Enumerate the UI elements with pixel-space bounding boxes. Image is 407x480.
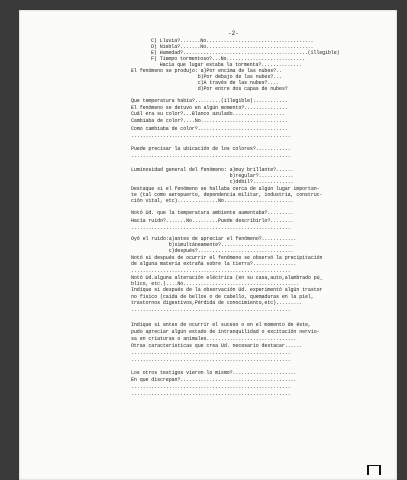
question-line: sa en criaturas o animales............................... bbox=[131, 336, 297, 342]
question-line: Hacía ruido?.......No.........Puede describirlo?........ bbox=[131, 218, 294, 224]
question-line: Destaque si el fenómeno se hallaba cerca de algún lugar importan- bbox=[131, 186, 320, 192]
question-line: blico, etc.)....No........................................ bbox=[131, 281, 300, 287]
question-line: Otras características que crea Ud. necesario destacar...... bbox=[131, 343, 303, 349]
question-line: El fenómeno se produjo: a)Por encima de las nubes?.. bbox=[131, 68, 282, 74]
question-line: ....................................................... bbox=[131, 268, 291, 274]
question-line: F) Tiempo tormentoso?...No........................... bbox=[151, 56, 305, 62]
question-line: ....................................................... bbox=[131, 225, 291, 231]
question-line: Cambiaba de color?....No.............................. bbox=[131, 118, 288, 124]
question-line: c)después?................................. bbox=[131, 248, 294, 254]
question-line: Que temperatura había?.........(illegible)............ bbox=[131, 98, 288, 104]
question-line: Indique si antes de ocurrir el suceso o en el momento de éste, bbox=[131, 322, 311, 328]
question-line: Como cambiaba de color?............................... bbox=[131, 126, 288, 132]
question-line: ....................................................... bbox=[131, 391, 291, 397]
question-line: Notó Ud. que la temperatura ambiente aumentaba?......... bbox=[131, 210, 294, 216]
question-line: Notó Ud.alguna alteración eléctrica (en su casa,auto,alumbrado pú_ bbox=[131, 275, 323, 281]
question-line: ....................................................... bbox=[131, 350, 291, 356]
question-line: El fenómeno se detuvo en algún momento?............... bbox=[131, 105, 288, 111]
question-line: b)simultáneamente?......................... bbox=[131, 242, 294, 248]
question-line: no físico (caída de bellos o de cabello, quemaduras en la piel, bbox=[131, 294, 314, 300]
question-line: Oyó el ruido:a)antes de apreciar el fenómeno?............ bbox=[131, 236, 297, 242]
question-line: ....................................................... bbox=[131, 307, 291, 313]
question-line: Hacia que lugar estaba la tormenta?.............. bbox=[151, 62, 302, 68]
question-line: En que discrepan?........................................ bbox=[131, 377, 297, 383]
question-line: te (tal como aeropuerto, dependencia militar, industria, construc- bbox=[131, 192, 323, 198]
question-line: de alguna materia extraña sobre la tierra?............... bbox=[131, 261, 297, 267]
question-line: Luminosidad general del fenómeno: a)muy brillante?...... bbox=[131, 167, 294, 173]
question-line: b)regular?............ bbox=[131, 173, 294, 179]
question-line: C) Lluvia?.......No..................................... bbox=[151, 38, 314, 44]
question-line: Los otros testigos vieron lo mismo?...................... bbox=[131, 370, 297, 376]
question-line: ción vital, etc)..............No........................ bbox=[131, 198, 294, 204]
question-line: Cuál era su color?...Blanco azulado.................. bbox=[131, 111, 285, 117]
question-line: ....................................................... bbox=[131, 153, 291, 159]
question-line: Puede precisar la ubicación de los colores?............ bbox=[131, 146, 291, 152]
question-line: d)Por entre dos capas de nubes? bbox=[131, 86, 288, 92]
page-number: -2- bbox=[228, 30, 239, 37]
question-line: b)Por debajo de las nubes?... bbox=[131, 74, 282, 80]
binding-mark bbox=[367, 465, 381, 475]
question-line: Indique si después de la observación Ud. experimentó algún trastor bbox=[131, 287, 323, 293]
question-line: Notó si después de ocurrir el fenómeno se observó la precipitación bbox=[131, 255, 323, 261]
question-line: c)débil?.............. bbox=[131, 179, 294, 185]
question-line: E) Humedad?...........................................(illegible) bbox=[151, 50, 340, 56]
question-line: pudo apreciar algún estado de intranquilidad o excitación nervio- bbox=[131, 329, 320, 335]
question-line: D) Niebla?.......No..................................... bbox=[151, 44, 314, 50]
question-line: ....................................................... bbox=[131, 357, 291, 363]
question-line: ....................................................... bbox=[131, 384, 291, 390]
question-line: trastornos digestivos,Pérdida de conocimiento,etc)......... bbox=[131, 300, 303, 306]
question-line: c)A través de las nubes?.... bbox=[131, 80, 279, 86]
question-line: ....................................................... bbox=[131, 133, 291, 139]
